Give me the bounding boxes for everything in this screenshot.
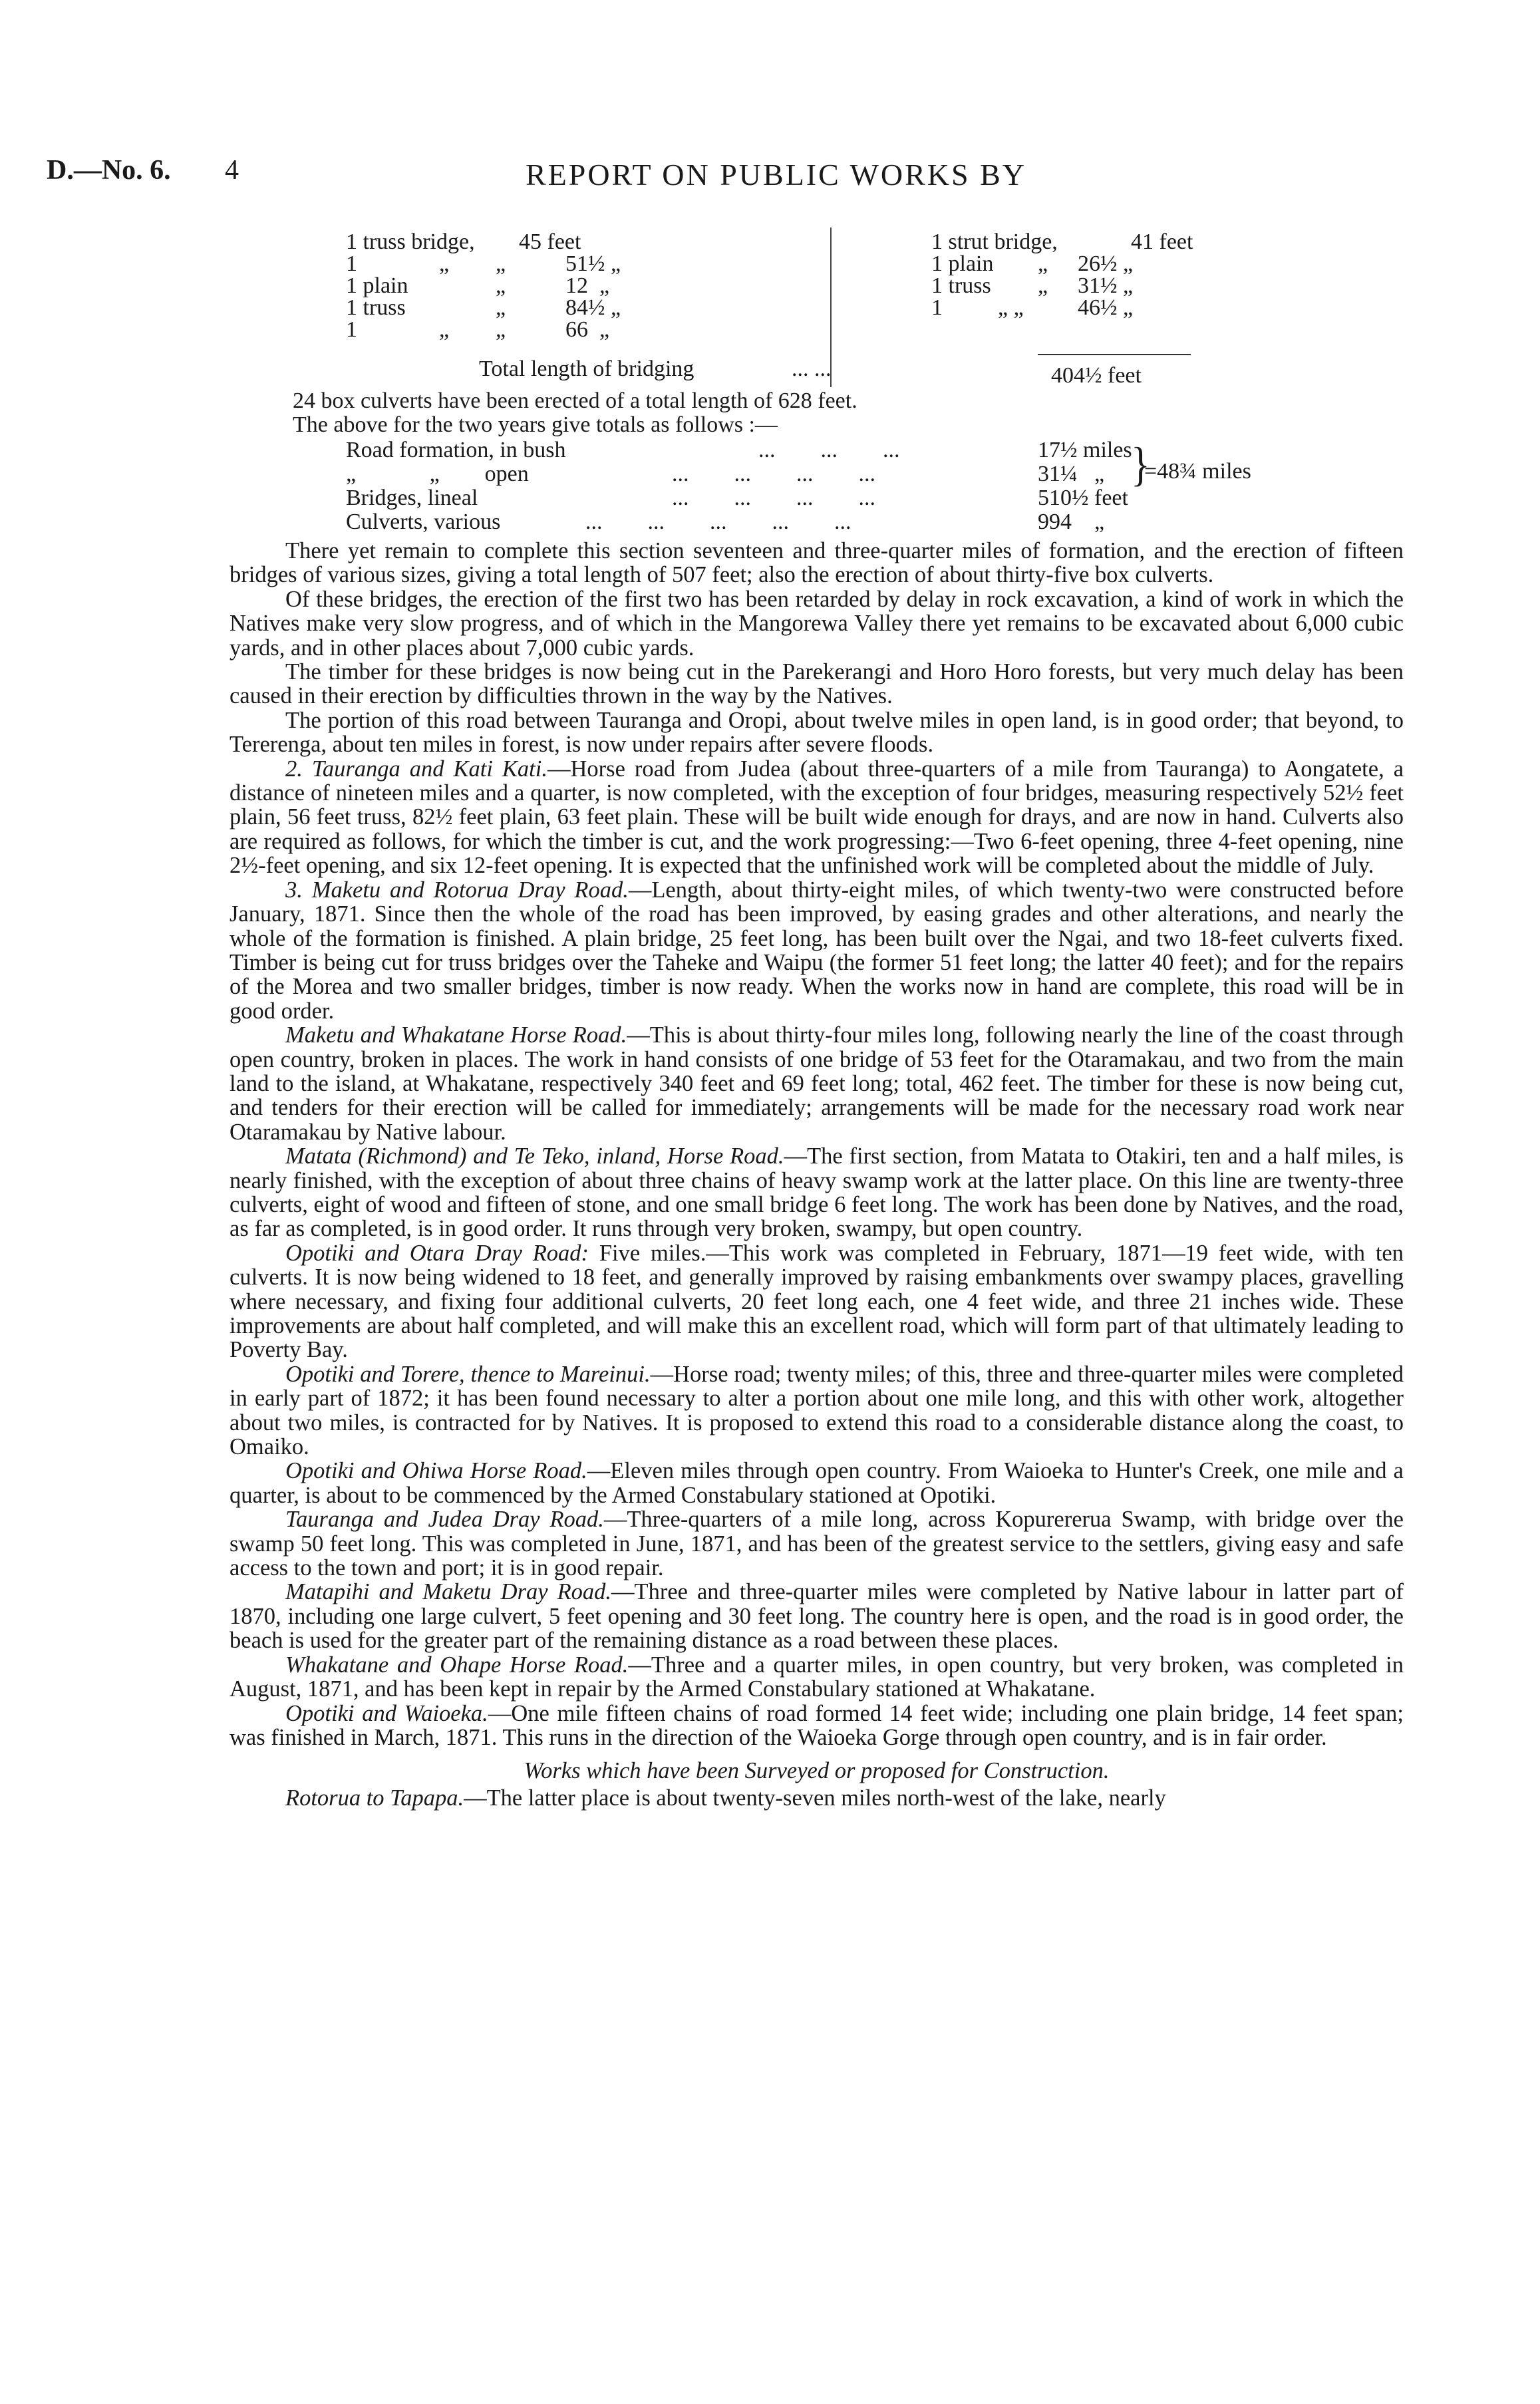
ledger-row xyxy=(931,275,1277,297)
total-label: Total length of bridging xyxy=(479,357,694,381)
road-title: Opotiki and Waioeka. xyxy=(285,1700,488,1726)
paragraph: The portion of this road between Tauranga and Oropi, about twelve miles in open land, is in good order; that beyond, to Tererenga, about ten miles in forest, is now under repairs after severe floods. xyxy=(230,707,1404,758)
paragraph-text: Five miles.—This work was completed in February, 1871—19 feet wide, with ten culverts. It is now being widened to 18 feet, and generally improved by raising embankments over swampy places, gravelling where necessary, and fixing four additional culverts, 20 feet long each, one 4 feet wide, and three 21 inches wide. These improvements are about half completed, and will make this an excellent road, which will form part of that ultimately leading to Poverty Bay. xyxy=(230,1240,1404,1363)
paragraph-text: —Three and three-quarter miles were completed by Native labour in latter part of 1870, including one large culvert, 5 feet opening and 30 feet long. The country here is open, and the road is in good order, the beach is used for the greater part of the remaining distance as a road between these places. xyxy=(230,1579,1404,1654)
ledger-row xyxy=(931,297,1277,319)
paragraph-text: —This is about thirty-four miles long, following nearly the line of the coast through open country, broken in places. The work in hand consists of one bridge of 53 feet for the Otaramakau, and two from the main land to the island, at Whakatane, respectively 340 feet and 69 feet long; total, 462 feet. The timber for these is now being cut, and tenders for their erection will be called for immediately; arrangements will be made for the necessary road work near Otaramakau by Native labour. xyxy=(230,1022,1404,1145)
paragraph-text: —Horse road; twenty miles; of this, three and three-quarter miles were completed in early part of 1872; it has been found necessary to alter a portion about one mile long, and this with other work, altogether about two miles, is contracted for by Natives. It is proposed to extend this road to a considerable distance along the coast, to Omaiko. xyxy=(230,1361,1404,1460)
ledger-row xyxy=(346,231,825,253)
ledger-length: 51½ „ xyxy=(565,251,621,276)
ledger-ditto: „ xyxy=(1038,273,1048,298)
paragraph xyxy=(230,1459,1404,1507)
summary-value: 994 „ xyxy=(1038,510,1105,534)
road-title: Matata (Richmond) and Te Teko, inland, Horse Road. xyxy=(285,1143,784,1169)
ledger-length: 41 feet xyxy=(1131,229,1193,254)
ledger-length: 31½ „ xyxy=(1078,273,1134,298)
paragraph-text: —Horse road from Judea (about three-quarters of a mile from Tauranga) to Aongatete, a distance of nineteen miles and a quarter, is now completed, with the exception of four bridges, measuring respectively 52½ feet plain, 56 feet truss, 82½ feet plain, 63 feet plain. These will be built wide enough for drays, and are now in hand. Culverts also are required as follows, for which the timber is cut, and the work progressing:—Two 6-feet opening, three 4-feet opening, nine 2½-feet opening, and six 12-feet opening. It is expected that the unfinished work will be completed about the middle of July. xyxy=(230,756,1404,879)
page-number: 4 xyxy=(225,155,239,186)
ledger-ditto: „ „ xyxy=(998,295,1024,320)
ledger-length: 45 feet xyxy=(519,229,581,254)
summary-value: 17½ miles xyxy=(1038,438,1132,462)
ledger-row xyxy=(346,275,825,297)
ledger-length: 66 „ xyxy=(565,317,610,342)
ledger-row xyxy=(346,297,825,319)
ledger-ditto: „ xyxy=(496,273,506,298)
paragraph-text: —Eleven miles through open country. From Waioeka to Hunter's Creek, one mile and a quarter, is about to be commenced by the Armed Constabulary stationed at Opotiki. xyxy=(230,1458,1404,1508)
leader-dots: ... ... ... ... xyxy=(672,462,875,486)
ledger-ditto: „ xyxy=(1038,251,1048,276)
paragraph xyxy=(230,1653,1404,1702)
ledger-item: 1 plain xyxy=(931,251,994,276)
ledger-item: 1 truss xyxy=(346,295,406,320)
paragraph-text: —One mile fifteen chains of road formed 14 feet wide; including one plain bridge, 14 feet span; was finished in March, 1871. This runs in the direction of the Waioeka Gorge through open country, and is in fair order. xyxy=(230,1700,1404,1750)
road-title: Matapihi and Maketu Dray Road. xyxy=(285,1579,612,1605)
ledger-item: 1 truss xyxy=(931,273,991,298)
road-title: 3. Maketu and Rotorua Dray Road. xyxy=(285,877,629,903)
paragraph: Of these bridges, the erection of the first two has been retarded by delay in rock excavation, a kind of work in which the Natives make very slow progress, and of which in the Mangorewa Valley there yet remains to be excavated about 6,000 cubic yards, and in other places about 7,000 cubic yards. xyxy=(230,586,1404,661)
road-title: Rotorua to Tapapa. xyxy=(285,1785,464,1811)
summary-label: Road formation, in bush xyxy=(346,438,566,462)
brace-total: =48¾ miles xyxy=(1144,459,1251,484)
paragraph-text: —The latter place is about twenty-seven miles north-west of the lake, nearly xyxy=(464,1785,1166,1811)
ledger-row xyxy=(931,253,1277,275)
ledger-item: 1 xyxy=(931,295,943,320)
summary-value: 31¼ „ xyxy=(1038,462,1105,486)
bridge-ledger-left xyxy=(346,231,825,341)
paragraph xyxy=(230,1580,1404,1652)
paragraph xyxy=(230,1023,1404,1144)
paragraph xyxy=(230,1507,1404,1580)
paragraph xyxy=(230,1702,1404,1750)
road-title: Opotiki and Otara Dray Road: xyxy=(285,1240,589,1266)
leader-dots: ... ... ... ... xyxy=(672,486,875,510)
leader-dots: ... ... ... ... ... xyxy=(585,510,851,534)
paragraph xyxy=(230,1786,1404,1810)
summary-intro: The above for the two years give totals as follows :— xyxy=(293,412,778,437)
road-title: Opotiki and Ohiwa Horse Road. xyxy=(285,1458,587,1484)
document-reference: D.—No. 6. xyxy=(47,155,171,186)
ledger-length: 84½ „ xyxy=(565,295,621,320)
ledger-length: 12 „ xyxy=(565,273,610,298)
paragraph-text: —The first section, from Matata to Otakiri, ten and a half miles, is nearly finished, with the exception of about three chains of heavy swamp work at the latter place. On this line are twenty-three culverts, eight of wood and fifteen of stone, and one small bridge 6 feet long. The work has been done by Natives, and the road, as far as completed, is in good order. It runs through very broken, swampy, but open country. xyxy=(230,1143,1404,1242)
ledger-ditto: „ xyxy=(496,295,506,320)
ledger-ditto: „ xyxy=(439,317,450,342)
total-value: 404½ feet xyxy=(1051,363,1142,388)
ledger-ditto: „ xyxy=(496,251,506,276)
paragraph xyxy=(230,1144,1404,1241)
paragraph: There yet remain to complete this section seventeen and three-quarter miles of formation, and the erection of fifteen bridges of various sizes, giving a total length of 507 feet; also the erection of about thirty-five box culverts. xyxy=(230,538,1404,588)
section-heading: Works which have been Surveyed or proposed for Construction. xyxy=(524,1758,1110,1784)
summary-row xyxy=(346,510,1410,532)
ledger-item: 1 strut bridge, xyxy=(931,229,1058,254)
paragraph: The timber for these bridges is now being cut in the Parekerangi and Horo Horo forests, but very much delay has been caused in their erection by difficulties thrown in the way by the Natives. xyxy=(230,659,1404,709)
ledger-item: 1 xyxy=(346,317,357,342)
leader-dots: ... ... xyxy=(792,357,832,381)
ledger-item: 1 truss bridge, xyxy=(346,229,475,254)
summary-value: 510½ feet xyxy=(1038,486,1128,510)
summary-row xyxy=(346,438,1410,460)
road-title: Whakatane and Ohape Horse Road. xyxy=(285,1652,629,1678)
paragraph-text: —Length, about thirty-eight miles, of which twenty-two were constructed before January, 1871. Since then the whole of the road has been improved, by easing grades and other alterations, and nearly the whole of the formation is finished. A plain bridge, 25 feet long, has been built over the Ngai, and two 18-feet culverts fixed. Timber is being cut for truss bridges over the Taheke and Waipu (the former 51 feet long; the latter 40 feet); and for the repairs of the Morea and two smaller bridges, timber is now ready. When the works now in hand are complete, this road will be in good order. xyxy=(230,877,1404,1024)
ledger-length: 46½ „ xyxy=(1078,295,1134,320)
brace-symbol: } xyxy=(1131,438,1150,491)
ledger-item: 1 plain xyxy=(346,273,408,298)
ledger-item: 1 xyxy=(346,251,357,276)
body-text xyxy=(230,539,1404,1810)
leader-dots: ... ... ... xyxy=(758,438,900,462)
road-title: 2. Tauranga and Kati Kati. xyxy=(285,756,547,782)
paragraph xyxy=(230,1362,1404,1459)
ledger-ditto: „ xyxy=(439,251,450,276)
summary-label: Culverts, various xyxy=(346,510,501,534)
page-title: REPORT ON PUBLIC WORKS BY xyxy=(526,158,1026,192)
paragraph xyxy=(230,878,1404,1023)
paragraph-text: —Three and a quarter miles, in open country, but very broken, was completed in August, 1871, and has been kept in repair by the Armed Constabulary stationed at Whakatane. xyxy=(230,1652,1404,1702)
summary-label: „ „ open xyxy=(346,462,529,486)
bridge-ledger-right xyxy=(931,231,1277,319)
ledger-ditto: „ xyxy=(496,317,506,342)
paragraph-text: —Three-quarters of a mile long, across Kopurererua Swamp, with bridge over the swamp 50 feet long. This was completed in June, 1871, and has been of the greatest service to the settlers, giving easy and safe access to the town and port; it is in good repair. xyxy=(230,1507,1404,1581)
summary-label: Bridges, lineal xyxy=(346,486,478,510)
ledger-row xyxy=(346,253,825,275)
ledger-length: 26½ „ xyxy=(1078,251,1134,276)
summary-row xyxy=(346,486,1410,508)
paragraph xyxy=(230,757,1404,878)
ledger-row xyxy=(346,319,825,341)
total-rule xyxy=(1038,354,1191,355)
road-title: Opotiki and Torere, thence to Mareinui. xyxy=(285,1361,651,1387)
road-title: Tauranga and Judea Dray Road. xyxy=(285,1507,604,1533)
culverts-note: 24 box culverts have been erected of a total length of 628 feet. xyxy=(293,388,857,413)
ledger-row xyxy=(931,231,1277,253)
road-title: Maketu and Whakatane Horse Road. xyxy=(285,1022,627,1048)
paragraph xyxy=(230,1241,1404,1362)
